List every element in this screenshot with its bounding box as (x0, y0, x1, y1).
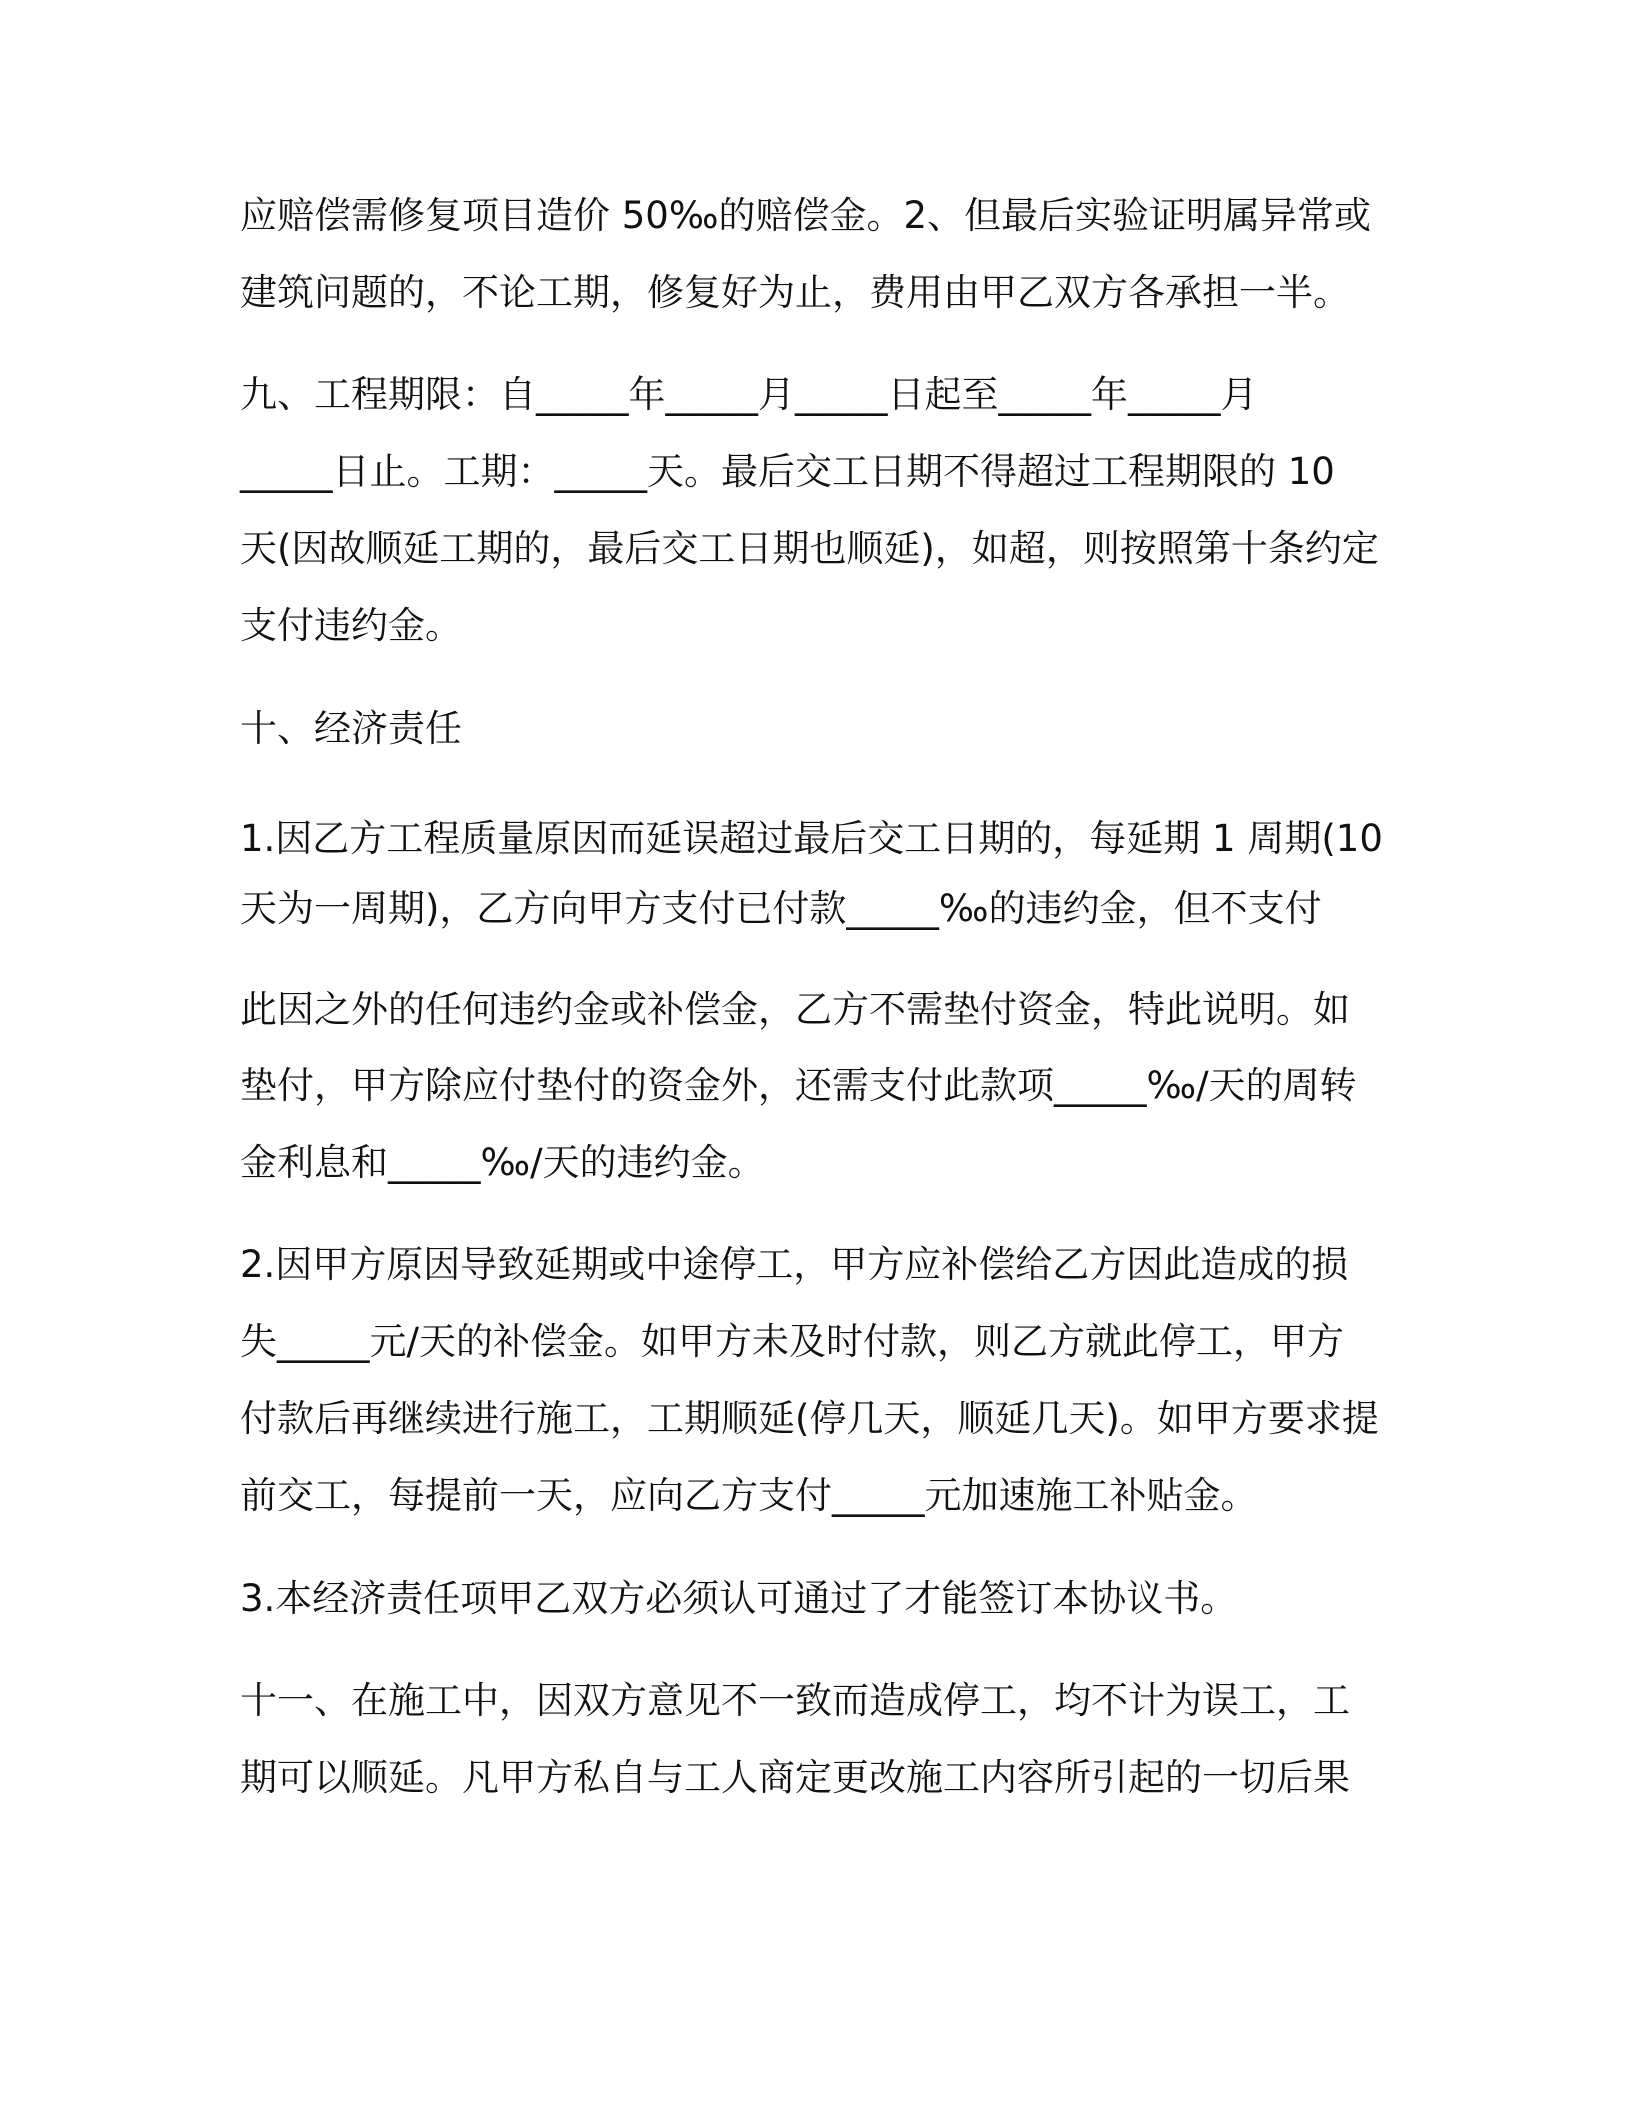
text-line: 建筑问题的，不论工期，修复好为止，费用由甲乙双方各承担一半。 (240, 271, 1350, 314)
text-line: 此因之外的任何违约金或补偿金，乙方不需垫付资金，特此说明。如 (240, 988, 1350, 1031)
text-line: 前交工，每提前一天，应向乙方支付_____元加速施工补贴金。 (240, 1474, 1258, 1517)
text-line: 应赔偿需修复项目造价 50‰的赔偿金。2、但最后实验证明属异常或 (240, 194, 1372, 237)
text-line: 十一、在施工中，因双方意见不一致而造成停工，均不计为误工，工 (240, 1679, 1350, 1722)
text-line: 九、工程期限：自_____年_____月_____日起至_____年_____月 (240, 373, 1258, 416)
section-heading: 十、经济责任 (240, 707, 462, 750)
text-line: 失_____元/天的补偿金。如甲方未及时付款，则乙方就此停工，甲方 (240, 1320, 1344, 1363)
text-line: 期可以顺延。凡甲方私自与工人商定更改施工内容所引起的一切后果 (240, 1756, 1350, 1799)
text-line: 天为一周期)，乙方向甲方支付已付款_____‰的违约金，但不支付 (240, 887, 1322, 930)
text-line: 垫付，甲方除应付垫付的资金外，还需支付此款项_____‰/天的周转 (240, 1064, 1357, 1107)
text-line: 2.因甲方原因导致延期或中途停工，甲方应补偿给乙方因此造成的损 (240, 1243, 1349, 1286)
text-line: 金利息和_____‰/天的违约金。 (240, 1141, 765, 1184)
text-line: 天(因故顺延工期的，最后交工日期也顺延)，如超，则按照第十条约定 (240, 527, 1379, 570)
text-line: 付款后再继续进行施工，工期顺延(停几天，顺延几天)。如甲方要求提 (240, 1397, 1379, 1440)
text-line: 1.因乙方工程质量原因而延误超过最后交工日期的，每延期 1 周期(10 (240, 817, 1383, 860)
text-line: 支付违约金。 (240, 604, 462, 647)
text-line: 3.本经济责任项甲乙双方必须认可通过了才能签订本协议书。 (240, 1577, 1238, 1620)
text-line: _____日止。工期：_____天。最后交工日期不得超过工程期限的 10 (240, 450, 1335, 493)
